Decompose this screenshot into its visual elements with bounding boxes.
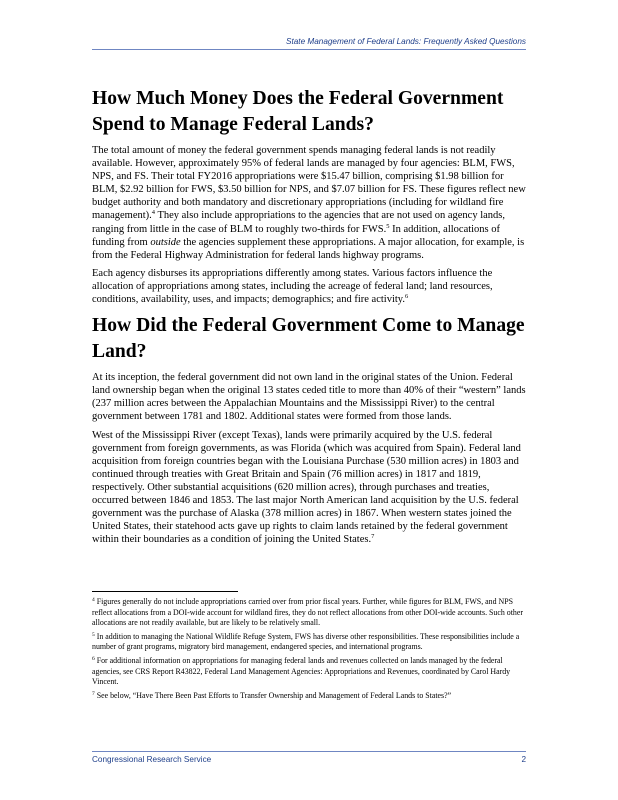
section-heading-spending: How Much Money Does the Federal Government Spend to Manage Federal Lands?: [92, 88, 504, 135]
header-rule: [92, 49, 526, 50]
paragraph-spending-2: Each agency disburses its appropriations differently among states. Various factors influence the allocation of appropriations among states, including the acreage of federal land; land resources, conditions, availability, uses, and impacts; demographics; and fire activity.$^6$: [92, 267, 493, 306]
paragraph-history-2: West of the Mississippi River (except Texas), lands were primarily acquired by the U.S. federal government from foreign governments, as was Florida (which was acquired from Spain). Federal land acquisition from foreign countries began with the Louisiana Purchase (530 million acres) in 1803 and continued through treaties with Great Britain and Spain (76 million acres) in 1817 and 1819, respectively. Other substantial acquisitions (620 million acres), through purchases and treaties, occurred between 1846 and 1853. The last major North American land acquisition by the U.S. federal government was the purchase of Alaska (378 million acres) in 1867. When western states joined the United States, their statehood acts gave up rights to claim lands retained by the federal government within their boundaries as a condition of joining the United States.$^7$: [92, 429, 521, 546]
footnote-ref-5[interactable]: 5: [386, 222, 390, 230]
footnote-ref-4[interactable]: 4: [151, 209, 156, 217]
section-heading-history: How Did the Federal Government Come to Manage Land?: [92, 315, 525, 363]
page-number: 2: [521, 755, 526, 764]
paragraph-spending-1: The total amount of money the federal government spends managing federal lands is not readily available. However, approximately 95% of federal lands are managed by four agencies: BLM, FWS, NPS, and FS. Their total FY2016 appropriations were $15.47 billion, comprising $1.98 billion for BLM, $2.92 billion for FWS, $3.50 billion for NPS, and $7.07 billion for FS. These figures reflect new budget authority and both mandatory and discretionary appropriations (including for wildland fire management).$^4$ They also include appropriations to the agencies that are not used on agency lands, ranging from little in the case of BLM to roughly two-thirds for FWS.$^5$ In addition, allocations of funding from outside the agencies supplement these appropriations. A major allocation, for example, is from the Federal Highway Administration for federal lands highway programs.: [92, 145, 526, 261]
footer-rule: [92, 751, 526, 752]
footnote-ref-7[interactable]: 7: [371, 533, 375, 541]
main-content: [92, 86, 528, 551]
footer-publisher: Congressional Research Service: [92, 755, 212, 764]
footnote-ref-6[interactable]: 6: [404, 293, 409, 301]
footnote-5: $^5$ In addition to managing the National Wildlife Refuge System, FWS has diverse other responsibilities. These responsibilities include a number of grant programs, migratory bird management, endangered species, and international programs.: [92, 631, 520, 652]
report-title[interactable]: Federal Land Management Agencies: Appropriations and Revenues: [204, 666, 418, 676]
footnote-6: $^6$ For additional information on appropriations for managing federal lands and revenues collected on lands managed by the federal agencies, see CRS Report R43822, Federal Land Management Agencies: Appropriations and Revenues, coordinated by Carol Hardy Vincent.: [92, 655, 511, 687]
running-header: State Management of Federal Lands: Frequently Asked Questions: [286, 37, 526, 46]
footnotes: [92, 597, 528, 704]
paragraph-history-1: At its inception, the federal government did not own land in the original states of the Union. Federal land ownership began when the original 13 states ceded title to more than 40% of their “western” lands (237 million acres between the Appalachian Mountains and the Mississippi River) to the central government between 1781 and 1802. Additional states were formed from those lands.: [92, 372, 526, 423]
footnote-separator: [92, 591, 238, 592]
footnote-4: $^4$ Figures generally do not include appropriations carried over from prior fiscal years. Further, while figures for BLM, FWS, and NPS reflect allocations from a DOI-wide account for wildland fires, they do not reflect allocations from other DOI-wide accounts. Such other allocations are not readily available, but are likely to be relatively small.: [92, 597, 523, 628]
footnote-7: $^7$ See below, “Have There Been Past Efforts to Transfer Ownership and Management of Federal Lands to States?”: [92, 690, 452, 700]
